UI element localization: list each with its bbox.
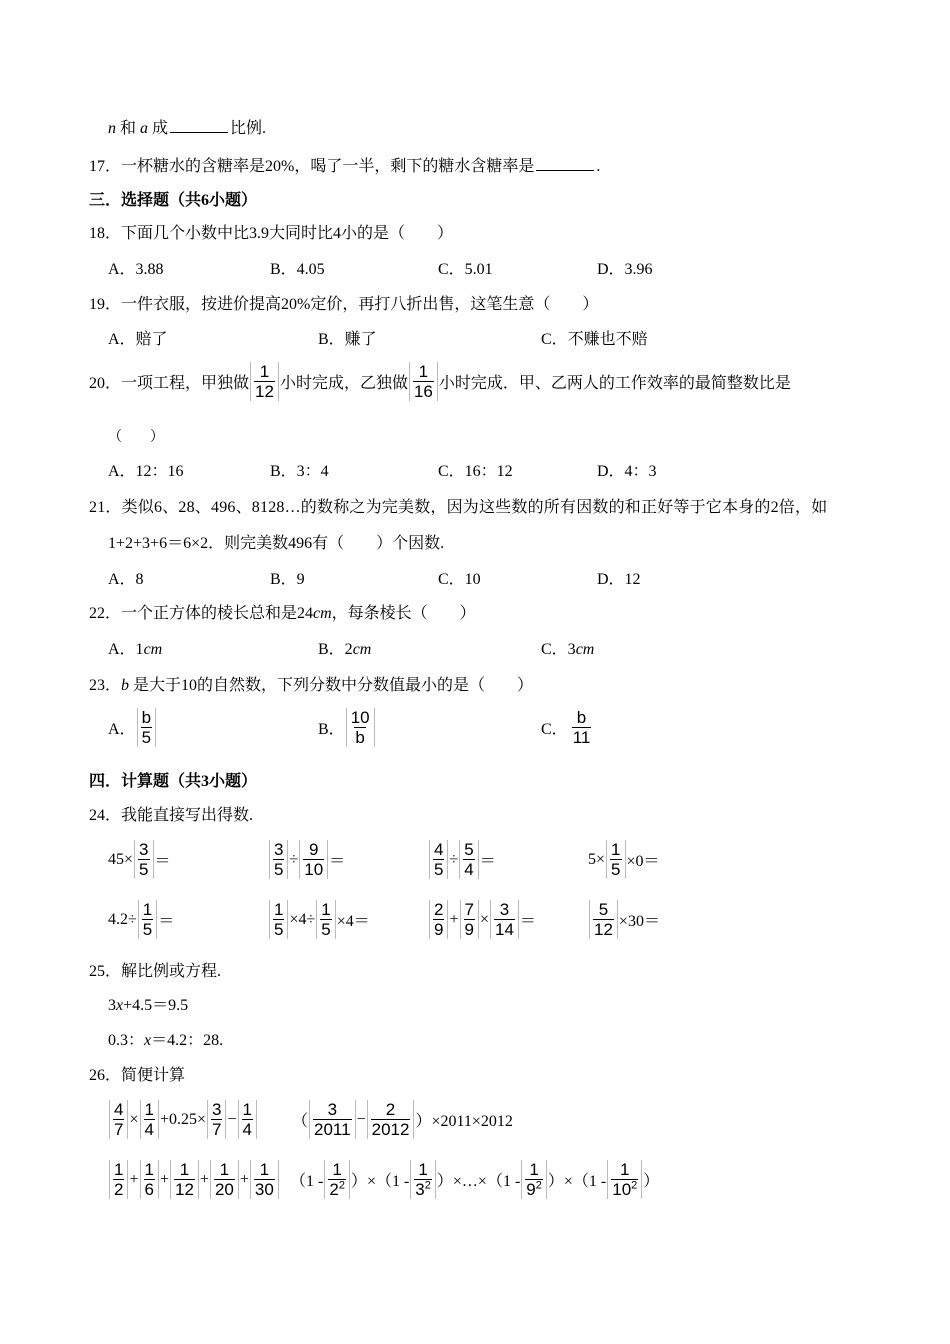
calc-expression: $\frac{1}{2}$ + $\frac{1}{6}$ + $\frac{1}{12}$ + $\frac{1}{20}$ + $\frac{1}{30}$ [108,1160,280,1199]
q23-option-a[interactable]: A． $\frac{b}{5}$ [108,708,157,747]
question-21-line2: 1+2+3+6＝6×2．则完美数496有（ ）个因数. [108,535,445,552]
calc-expression: $\frac{4}{7}$ × $\frac{1}{4}$ +0.25× $\frac{3}{7}$ − $\frac{1}{4}$ [108,1100,258,1139]
question-18: 18．下面几个小数中比3.9大同时比4小的是（ ） [89,225,454,242]
equation-2: 0.3：x＝4.2：28. [108,1032,224,1049]
calc-expression: $\frac{1}{5}$ ×4÷ $\frac{1}{5}$ ×4＝ [268,900,370,939]
calc-expression: $\frac{4}{5}$ ÷ $\frac{5}{4}$ ＝ [428,840,496,879]
question-24: 24．我能直接写出得数. [89,807,254,824]
calc-expression: 4.2÷ $\frac{1}{5}$ ＝ [108,900,175,939]
calc-expression: （1 - $\frac{1}{2^2}$ ）×（1 - $\frac{1}{3^2}$ ）×…×（1 - $\frac{1}{9^2}$ ）×（1 - $\frac{1}{10^2}$ ） [290,1160,660,1199]
q19-option-c[interactable]: C．不赚也不赔 [541,331,648,348]
equation-1: 3x+4.5＝9.5 [108,997,189,1014]
calc-expression: （ $\frac{3}{2011}$ − $\frac{2}{2012}$ ）×2011×2012 [292,1100,513,1139]
answer-blank[interactable] [170,118,228,133]
fraction: $\frac{1}{12}$ [250,362,279,401]
calc-expression: $\frac{2}{9}$ + $\frac{7}{9}$ × $\frac{3}{14}$ ＝ [428,900,536,939]
q20-option-a[interactable]: A．12：16 [108,463,184,480]
section-4-title: 四．计算题（共3小题） [89,773,258,790]
question-22: 22．一个正方体的棱长总和是24cm，每条棱长（ ） [89,605,476,622]
section-3-title: 三．选择题（共6小题） [89,192,258,209]
answer-blank[interactable] [536,156,594,171]
calc-expression: 45× $\frac{3}{5}$ ＝ [108,840,171,879]
calc-expression: $\frac{3}{5}$ ÷ $\frac{9}{10}$ ＝ [268,840,345,879]
q16-tail: n 和 a 成 比例. [108,120,267,137]
question-19: 19．一件衣服，按进价提高20%定价，再打八折出售，这笔生意（ ） [89,296,599,313]
question-17: 17．一杯糖水的含糖率是20%，喝了一半，剩下的糖水含糖率是 . [89,158,601,175]
q20-option-d[interactable]: D．4：3 [597,463,657,480]
calc-expression: $\frac{5}{12}$ ×30＝ [588,900,660,939]
q18-option-c[interactable]: C．5.01 [438,261,493,278]
q19-option-a[interactable]: A．赔了 [108,331,168,348]
q21-option-a[interactable]: A．8 [108,571,144,588]
q23-option-c[interactable]: C． $\frac{b}{11}$ [541,708,591,747]
q20-option-b[interactable]: B．3：4 [270,463,329,480]
q21-option-d[interactable]: D．12 [597,571,641,588]
q18-option-b[interactable]: B．4.05 [270,261,325,278]
q22-option-a[interactable]: A．1cm [108,641,163,658]
question-23: 23．b 是大于10的自然数，下列分数中分数值最小的是（ ） [89,677,534,694]
q23-option-b[interactable]: B． $\frac{10}{b}$ [318,708,376,747]
q18-option-a[interactable]: A．3.88 [108,261,164,278]
q20-paren: （ ） [108,430,164,445]
q21-option-c[interactable]: C．10 [438,571,481,588]
question-21-line1: 21．类似6、28、496、8128…的数称之为完美数，因为这些数的所有因数的和正好等于它本身的2倍，如 [89,499,828,516]
question-26: 26．简便计算 [89,1067,186,1084]
calc-expression: 5× $\frac{1}{5}$ ×0＝ [588,840,660,879]
question-25: 25．解比例或方程. [89,963,222,980]
q22-option-b[interactable]: B．2cm [318,641,372,658]
q18-option-d[interactable]: D．3.96 [597,261,653,278]
fraction: $\frac{1}{16}$ [409,362,438,401]
q19-option-b[interactable]: B．赚了 [318,331,377,348]
q21-option-b[interactable]: B．9 [270,571,305,588]
q22-option-c[interactable]: C．3cm [541,641,595,658]
question-20: 20．一项工程，甲独做 $\frac{1}{12}$ 小时完成，乙独做 $\frac{1}{16}$ 小时完成．甲、乙两人的工作效率的最简整数比是 [89,362,791,401]
q20-option-c[interactable]: C．16：12 [438,463,513,480]
